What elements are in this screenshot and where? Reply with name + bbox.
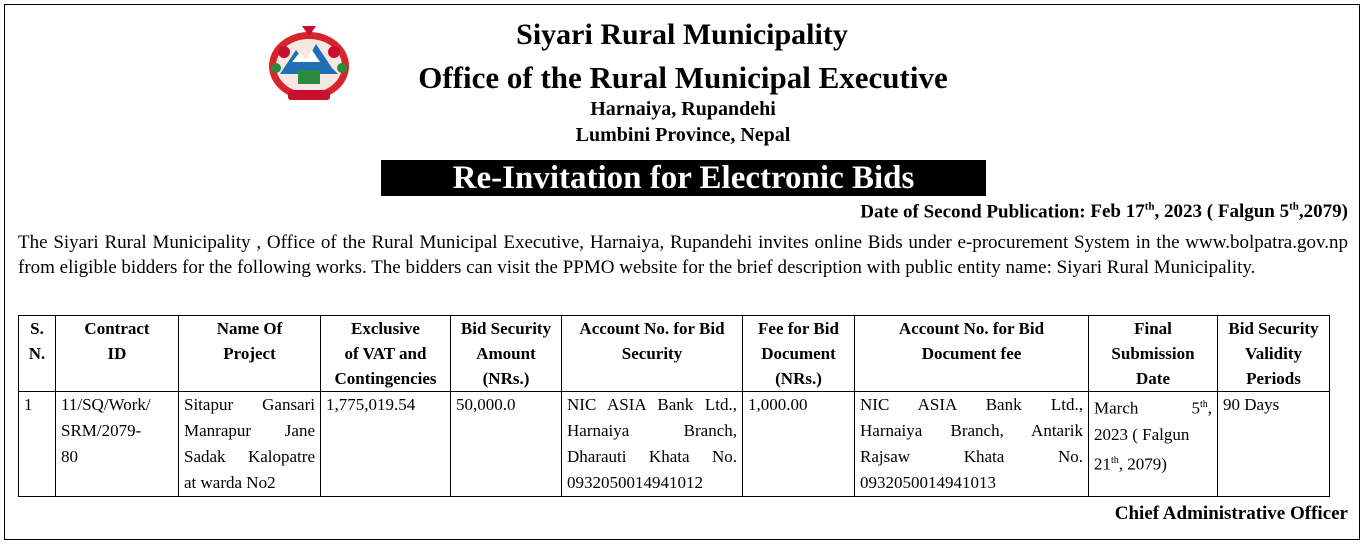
header-validity: Bid Security Validity Periods (1218, 316, 1330, 392)
cell-project: Sitapur Gansari Manrapur Jane Sadak Kalopatre at warda No2 (179, 392, 321, 497)
notice-banner: Re-Invitation for Electronic Bids (381, 160, 986, 196)
cell-final-date: March 5th, 2023 ( Falgun 21th, 2079) (1089, 392, 1218, 497)
header-exclusive: Exclusive of VAT and Contingencies (321, 316, 451, 392)
bids-table (18, 315, 1330, 497)
cell-fee: 1,000.00 (743, 392, 855, 497)
header-project: Name Of Project (179, 316, 321, 392)
cell-validity: 90 Days (1218, 392, 1330, 497)
cell-account-fee: NIC ASIA Bank Ltd., Harnaiya Branch, Antarik Rajsaw Khata No. 0932050014941013 (855, 392, 1089, 497)
header-account-bid: Account No. for Bid Security (562, 316, 743, 392)
publication-label: Date of Second Publication: (860, 201, 1086, 223)
table-row (19, 392, 1330, 497)
header-contract-id: Contract ID (56, 316, 179, 392)
cell-sn: 1 (19, 392, 56, 497)
header-fee: Fee for Bid Document (NRs.) (743, 316, 855, 392)
address-line-1: Harnaiya, Rupandehi (590, 98, 776, 120)
header-bid-security: Bid Security Amount (NRs.) (451, 316, 562, 392)
cell-contract-id: 11/SQ/Work/ SRM/2079- 80 (56, 392, 179, 497)
cell-exclusive: 1,775,019.54 (321, 392, 451, 497)
cell-account-bid: NIC ASIA Bank Ltd., Harnaiya Branch, Dharauti Khata No. 0932050014941012 (562, 392, 743, 497)
header-final-date: Final Submission Date (1089, 316, 1218, 392)
header-sn: S. N. (19, 316, 56, 392)
publication-date (860, 201, 1348, 223)
intro-paragraph: The Siyari Rural Municipality , Office of the Rural Municipal Executive, Harnaiya, Rupandehi invites online Bids under e-procurement System in the www.bolpatra.gov.np from eligible bidders for the following works. The bidders can visit the PPMO website for the brief description with public entity name: Siyari Rural Municipality. (18, 232, 1348, 278)
header-account-fee: Account No. for Bid Document fee (855, 316, 1089, 392)
municipality-title: Siyari Rural Municipality (516, 18, 848, 51)
cell-bid-security: 50,000.0 (451, 392, 562, 497)
address-line-2: Lumbini Province, Nepal (575, 124, 791, 146)
office-title: Office of the Rural Municipal Executive (418, 60, 948, 95)
signature: Chief Administrative Officer (1114, 503, 1348, 524)
table-header-row (19, 316, 1330, 392)
publication-date-value: Feb 17th, 2023 ( Falgun 5th,2079) (1090, 201, 1348, 223)
